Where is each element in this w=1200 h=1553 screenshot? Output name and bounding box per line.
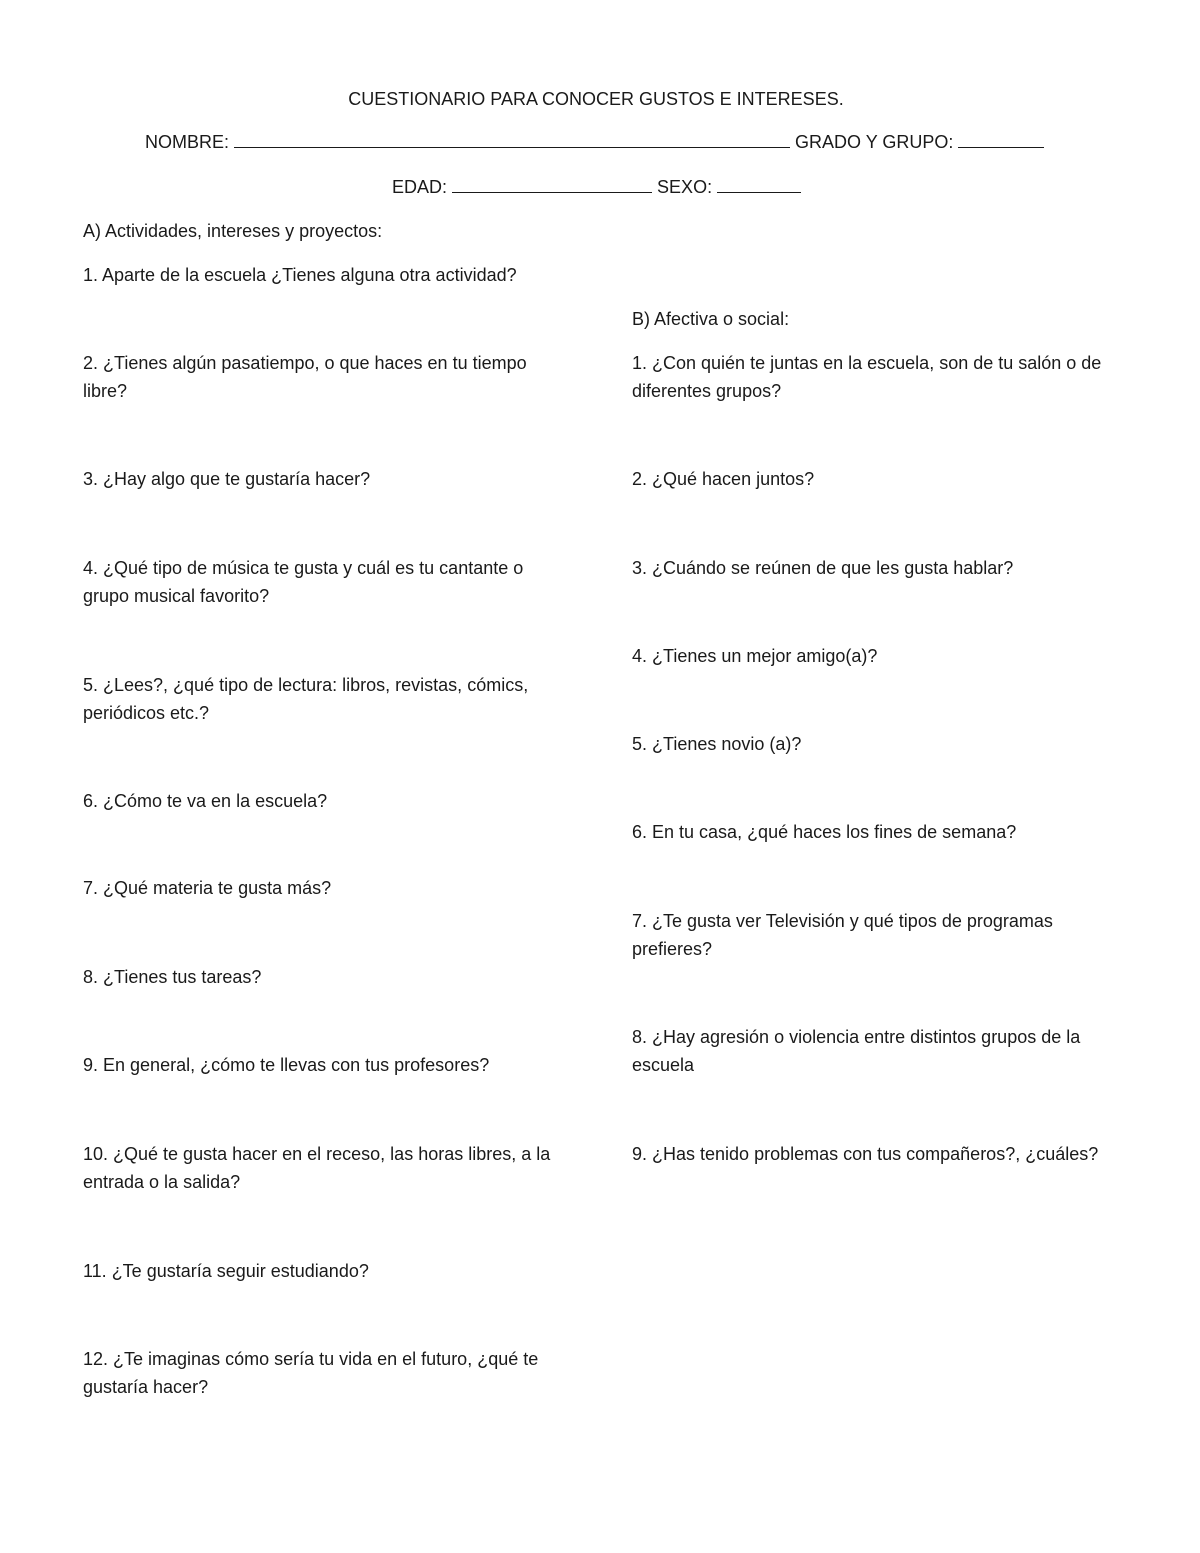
question-a-11: 11. ¿Te gustaría seguir estudiando? [83, 1261, 369, 1281]
question-a-12: 12. ¿Te imaginas cómo sería tu vida en el futuro, ¿qué te gustaría hacer? [83, 1349, 539, 1397]
question-a-9: 9. En general, ¿cómo te llevas con tus profesores? [83, 1055, 490, 1075]
edad-label: EDAD: [392, 177, 448, 197]
question-a-1: 1. Aparte de la escuela ¿Tienes alguna otra actividad? [83, 265, 517, 285]
nombre-field[interactable] [234, 129, 790, 148]
question-a-10: 10. ¿Qué te gusta hacer en el receso, las horas libres, a la entrada o la salida? [83, 1144, 551, 1192]
question-b-7: 7. ¿Te gusta ver Televisión y qué tipos de programas prefieres? [632, 911, 1053, 959]
question-a-3: 3. ¿Hay algo que te gustaría hacer? [83, 469, 371, 489]
page-title: CUESTIONARIO PARA CONOCER GUSTOS E INTERESES. [348, 89, 844, 109]
question-b-2: 2. ¿Qué hacen juntos? [632, 469, 815, 489]
age-sex-row [392, 173, 801, 201]
nombre-label: NOMBRE: [145, 132, 230, 152]
question-a-8: 8. ¿Tienes tus tareas? [83, 967, 262, 987]
grado-field[interactable] [958, 129, 1044, 148]
question-b-9: 9. ¿Has tenido problemas con tus compañeros?, ¿cuáles? [632, 1144, 1099, 1164]
grado-label: GRADO Y GRUPO: [795, 132, 954, 152]
question-a-7: 7. ¿Qué materia te gusta más? [83, 878, 332, 898]
section-a-heading: A) Actividades, intereses y proyectos: [83, 221, 383, 241]
question-b-3: 3. ¿Cuándo se reúnen de que les gusta hablar? [632, 558, 1014, 578]
question-a-5: 5. ¿Lees?, ¿qué tipo de lectura: libros, revistas, cómics, periódicos etc.? [83, 675, 529, 723]
question-b-5: 5. ¿Tienes novio (a)? [632, 734, 802, 754]
question-a-6: 6. ¿Cómo te va en la escuela? [83, 791, 328, 811]
question-a-4: 4. ¿Qué tipo de música te gusta y cuál es tu cantante o grupo musical favorito? [83, 558, 524, 606]
sexo-label: SEXO: [657, 177, 713, 197]
question-b-8: 8. ¿Hay agresión o violencia entre distintos grupos de la escuela [632, 1027, 1081, 1075]
question-b-4: 4. ¿Tienes un mejor amigo(a)? [632, 646, 878, 666]
name-grade-row [145, 128, 1044, 156]
question-a-2: 2. ¿Tienes algún pasatiempo, o que haces en tu tiempo libre? [83, 353, 527, 401]
question-b-1: 1. ¿Con quién te juntas en la escuela, son de tu salón o de diferentes grupos? [632, 353, 1102, 401]
section-b-heading: B) Afectiva o social: [632, 309, 790, 329]
question-b-6: 6. En tu casa, ¿qué haces los fines de semana? [632, 822, 1017, 842]
sexo-field[interactable] [717, 174, 801, 193]
edad-field[interactable] [452, 174, 652, 193]
